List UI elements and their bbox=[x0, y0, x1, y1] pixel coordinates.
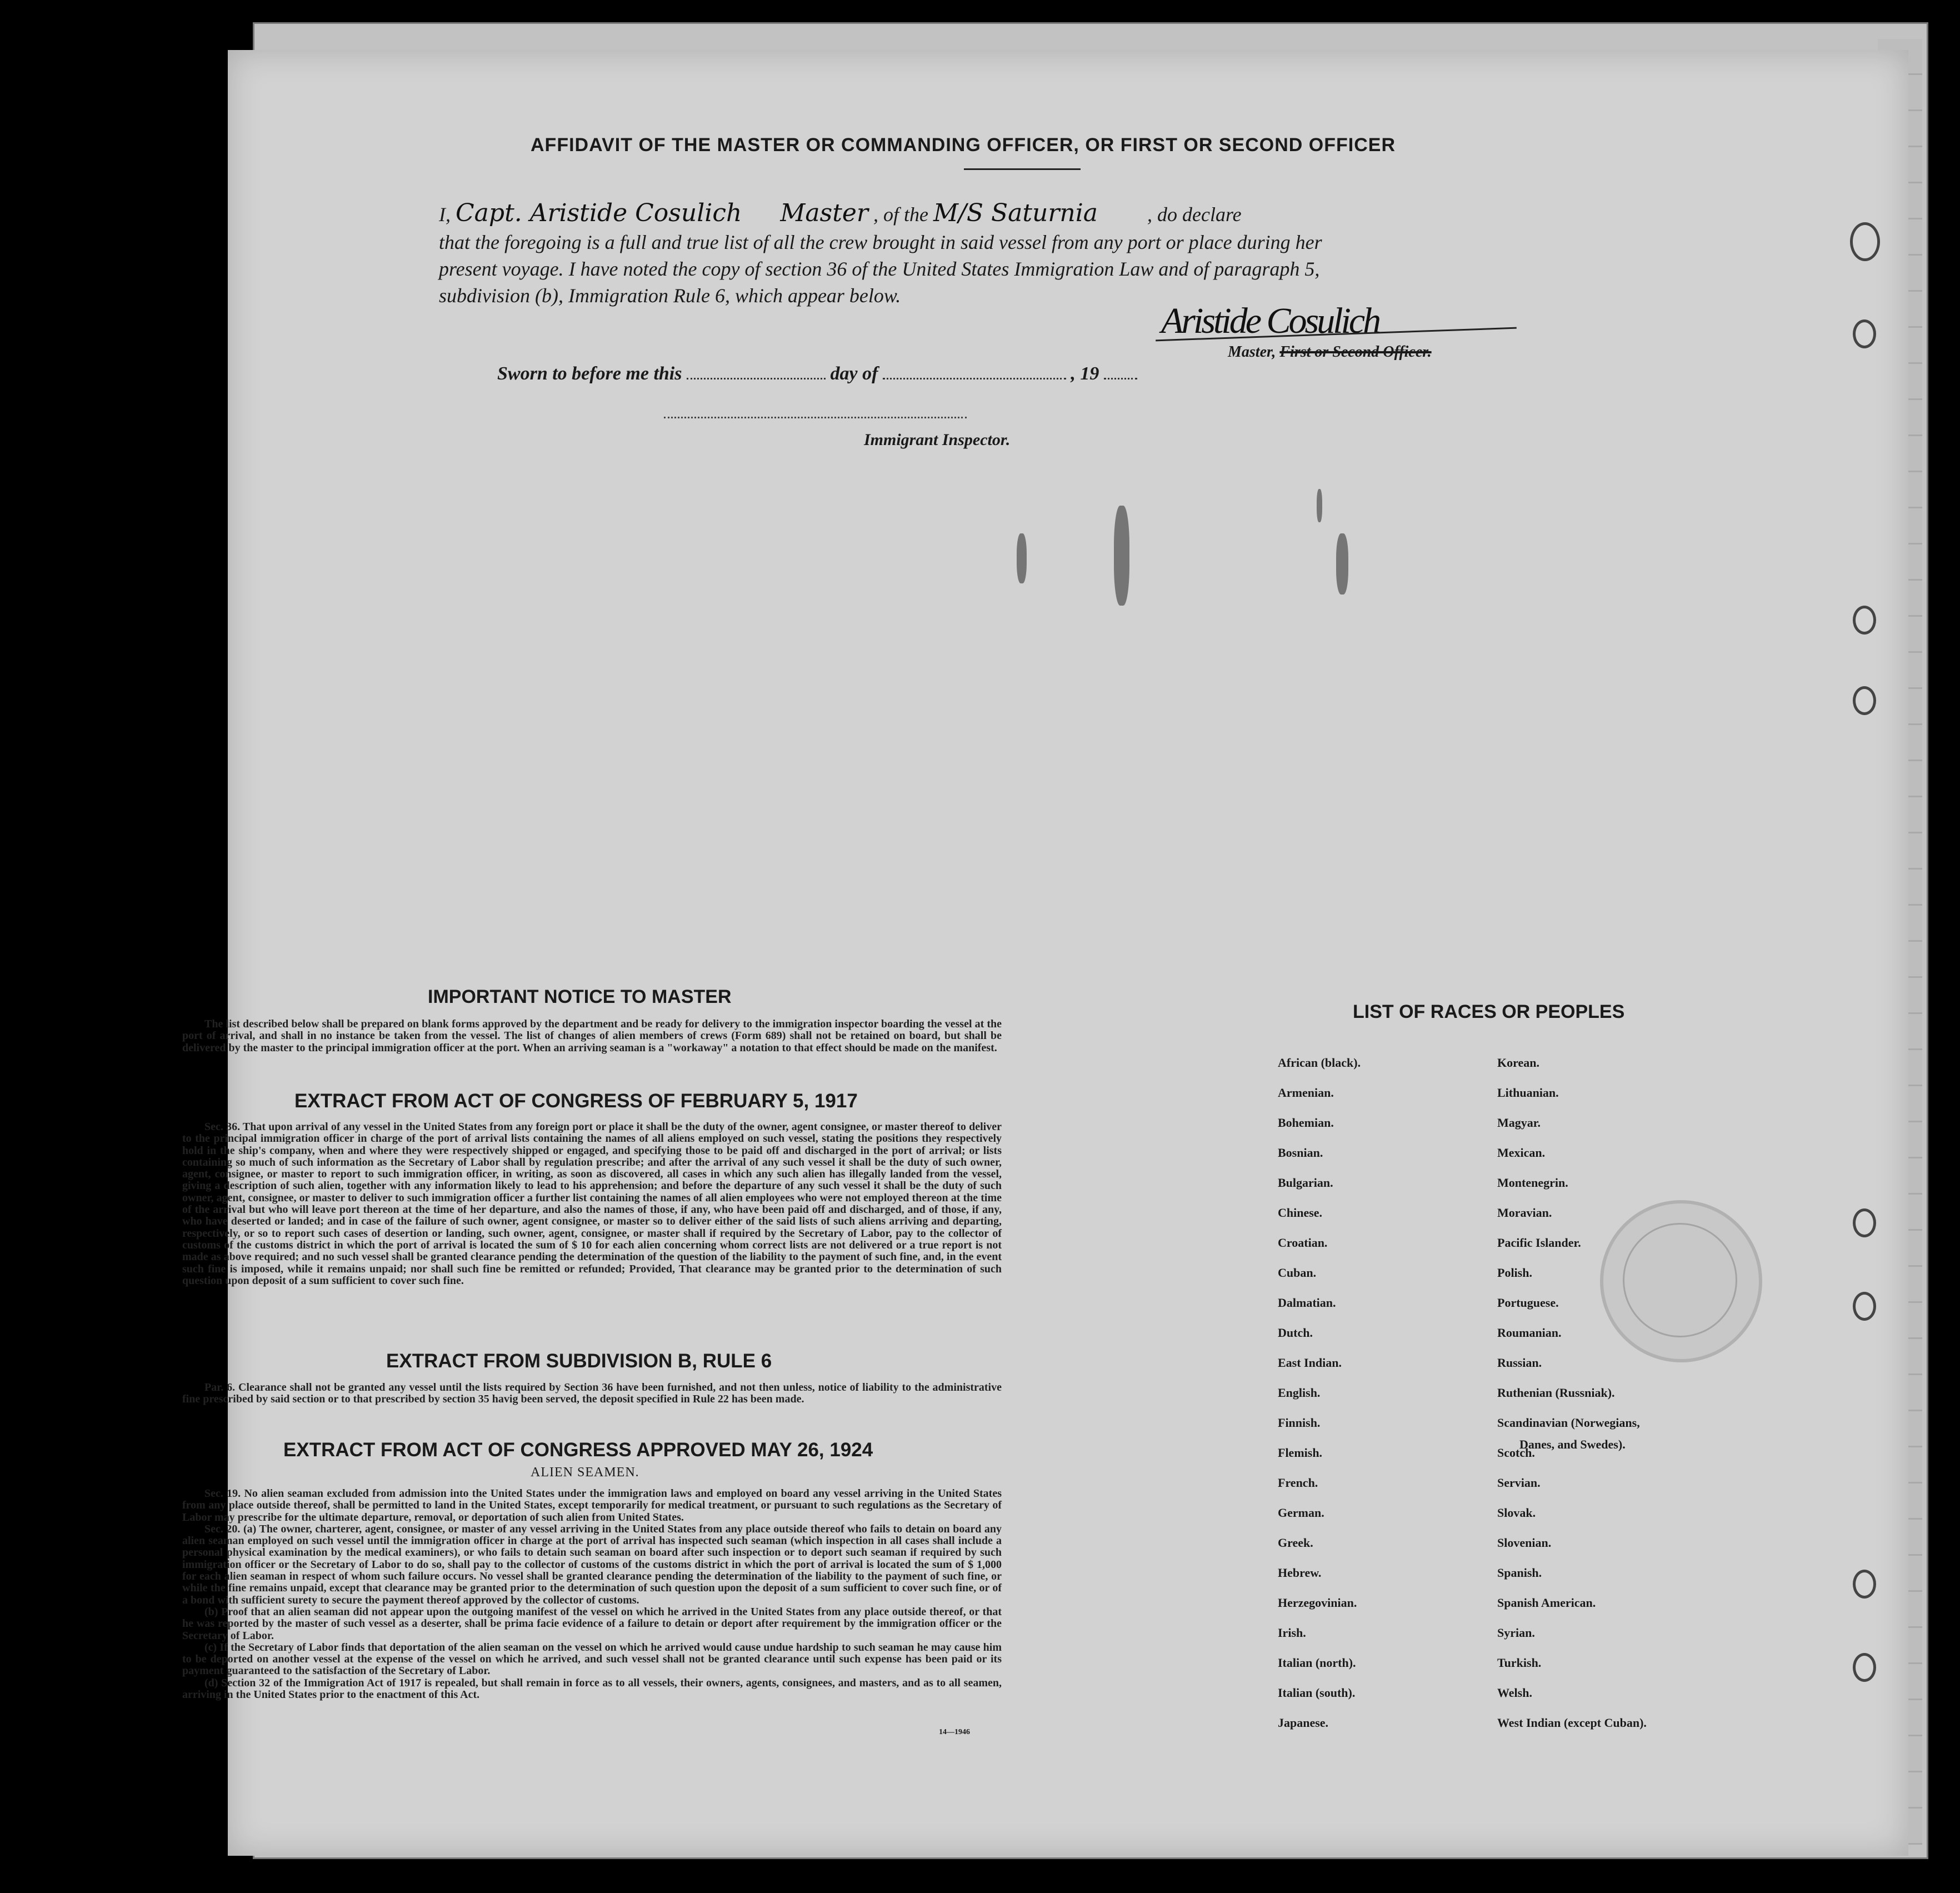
race-item: Moravian. bbox=[1497, 1206, 1552, 1220]
race-item: Chinese. bbox=[1278, 1206, 1323, 1220]
race-item: Japanese. bbox=[1278, 1716, 1329, 1730]
race-item: Cuban. bbox=[1278, 1266, 1317, 1280]
races-title: LIST OF RACES OR PEOPLES bbox=[1353, 1001, 1625, 1022]
race-item: Croatian. bbox=[1278, 1236, 1328, 1250]
month-blank[interactable] bbox=[883, 361, 1066, 379]
race-item: Dalmatian. bbox=[1278, 1296, 1336, 1310]
section-20b-paragraph: (b) Proof that an alien seaman did not appear upon the outgoing manifest of the vessel on which he arrived in the United States from any place outside thereof, or that he was reported by the master of such vessel as a deserter, shall be prima facie evidence of a failure to detain or deport after requirement by the immigration officer or the Secretary of Labor. bbox=[182, 1605, 1002, 1642]
punch-hole-icon bbox=[1853, 319, 1876, 348]
sworn-text: Sworn to before me this bbox=[497, 363, 682, 384]
form-number: 14—1946 bbox=[939, 1728, 970, 1736]
punch-hole-icon bbox=[1853, 1292, 1876, 1321]
rule-6-paragraph: Par. 6. Clearance shall not be granted any vessel until the lists required by Section 36 have been furnished, and not then unless, notice of liability to the administrative fine prescribed by said section or to that prescribed by section 35 havig been served, the deposit specified in Rule 22 has been made. bbox=[182, 1381, 1002, 1406]
master-label: Master, bbox=[1228, 343, 1276, 361]
master-name-handwritten: Capt. Aristide Cosulich bbox=[456, 199, 742, 227]
race-item: Magyar. bbox=[1497, 1116, 1541, 1130]
notice-title: IMPORTANT NOTICE TO MASTER bbox=[428, 986, 732, 1007]
race-item: Montenegrin. bbox=[1497, 1176, 1568, 1190]
master-signature: Aristide Cosulich bbox=[1161, 301, 1379, 341]
rule-6-title: EXTRACT FROM SUBDIVISION B, RULE 6 bbox=[386, 1350, 772, 1372]
race-item: Italian (north). bbox=[1278, 1656, 1356, 1670]
punch-hole-icon bbox=[1853, 686, 1876, 715]
ink-bleed-mark bbox=[1017, 533, 1027, 583]
declaration-line-4: subdivision (b), Immigration Rule 6, which appear below. bbox=[439, 284, 901, 307]
race-item: Scandinavian (Norwegians, bbox=[1497, 1416, 1640, 1430]
race-item: Spanish. bbox=[1497, 1566, 1542, 1580]
race-item: Servian. bbox=[1497, 1476, 1541, 1490]
race-item: Finnish. bbox=[1278, 1416, 1321, 1430]
race-item: East Indian. bbox=[1278, 1356, 1342, 1370]
extract-1917-title: EXTRACT FROM ACT OF CONGRESS OF FEBRUARY 5, 1917 bbox=[294, 1090, 858, 1112]
race-item: Irish. bbox=[1278, 1626, 1306, 1640]
ink-bleed-mark bbox=[1336, 533, 1348, 595]
embossed-seal bbox=[1600, 1200, 1762, 1362]
punch-hole-icon bbox=[1853, 1653, 1876, 1682]
race-item: English. bbox=[1278, 1386, 1321, 1400]
declaration-i: I, bbox=[439, 203, 451, 226]
day-of-text: day of bbox=[830, 363, 878, 384]
notice-body bbox=[182, 1018, 1002, 1054]
race-item: Hebrew. bbox=[1278, 1566, 1322, 1580]
race-item: Armenian. bbox=[1278, 1086, 1334, 1100]
declaration-line-3: present voyage. I have noted the copy of section 36 of the United States Immigration Law and of paragraph 5, bbox=[439, 258, 1320, 280]
alien-seamen-subtitle: ALIEN SEAMEN. bbox=[531, 1465, 639, 1480]
race-item: Welsh. bbox=[1497, 1686, 1532, 1700]
rule-6-body bbox=[182, 1382, 1002, 1406]
year-blank[interactable] bbox=[1104, 361, 1137, 379]
section-36-paragraph: Sec. 36. That upon arrival of any vessel in the United States from any foreign port or place it shall be the duty of the owner, agent consignee, or master thereof to deliver to the principal immigration officer in charge of the port of arrival lists containing the names of all aliens employed on such vessel, stating the positions they respectively hold in the ship's company, when and where they were respectively shipped or engaged, and specifying those to be paid off and discharged in the port of arrival; or lists containing so much of such information as the Secretary of Labor shall by regulation prescribe; and after the arrival of any such vessel it shall be the duty of such owner, agent, consignee, or master to report to such immigration officer, in writing, as soon as discovered, all cases in which any such alien has illegally landed from the vessel, giving a description of such alien, together with any information likely to lead to his apprehension; and before the departure of any such vessel it shall be the duty of such owner, agent, consignee, or master to deliver to such immigration officer a further list containing the names of all alien employees who were not employed thereon at the time of the arrival but who will leave port thereon at the time of her departure, and also the names of those, if any, who have been paid off and discharged, and of those, if any, who have deserted or landed; and in case of the failure of such owner, agent consignee, or master so to deliver either of the said lists of such aliens arriving and departing, respectively, or so to report such cases of desertion or landing, such owner, agent, consignee, or master shall if required by the Secretary of Labor, pay to the collector of customs of the customs district in which the port of arrival is located the sum of $ 10 for each alien concerning whom correct lists are not delivered or a true report is not made as above required; and no such vessel shall be granted clearance pending the determination of the question of the liability to the payment of such fine, and, in the event such fine is imposed, while it remains unpaid; nor shall such fine be remitted or refunded; Provided, That clearance may be granted prior to the determination of such question upon deposit of a sum sufficient to cover such fine. bbox=[182, 1121, 1002, 1287]
section-19-paragraph: Sec. 19. No alien seaman excluded from admission into the United States under the immigration laws and employed on board any vessel arriving in the United States from any place outside thereof, shall be permitted to land in the United States, except temporarily for medical treatment, or pursuant to such regulations as the Secretary of Labor may prescribe for the ultimate departure, removal, or deportation of such alien from United States. bbox=[182, 1487, 1002, 1524]
year-prefix: , 19 bbox=[1071, 363, 1099, 384]
race-item: Turkish. bbox=[1497, 1656, 1542, 1670]
race-item: Italian (south). bbox=[1278, 1686, 1356, 1700]
punch-hole-icon bbox=[1850, 222, 1880, 261]
ink-bleed-mark bbox=[1317, 489, 1322, 522]
of-the-text: , of the bbox=[873, 203, 928, 226]
race-item-continuation: Danes, and Swedes). bbox=[1519, 1437, 1626, 1451]
race-item: Dutch. bbox=[1278, 1326, 1313, 1340]
race-item: Scotch. bbox=[1497, 1446, 1535, 1460]
extract-1924-body bbox=[182, 1488, 1002, 1701]
race-item: Mexican. bbox=[1497, 1146, 1546, 1160]
notice-paragraph: The list described below shall be prepared on blank forms approved by the department and be ready for delivery to the immigration inspector boarding the vessel at the port of arrival, and shall in no instance be taken from the vessel. The list of changes of alien members of crews (Form 689) shall not be retained on board, but shall be delivered by the master to the principal immigration officer at the port. When an arriving seaman is a "workaway" a notation to that effect should be made on the manifest. bbox=[182, 1018, 1002, 1054]
race-item: Korean. bbox=[1497, 1056, 1539, 1070]
declaration-line-1 bbox=[439, 200, 1242, 228]
race-item: Roumanian. bbox=[1497, 1326, 1562, 1340]
affidavit-title: AFFIDAVIT OF THE MASTER OR COMMANDING OFFICER, OR FIRST OR SECOND OFFICER bbox=[531, 134, 1396, 156]
declaration-line-2: that the foregoing is a full and true list of all the crew brought in said vessel from any port or place during her bbox=[439, 231, 1322, 253]
race-item: Syrian. bbox=[1497, 1626, 1535, 1640]
extract-1924-title: EXTRACT FROM ACT OF CONGRESS APPROVED MAY 26, 1924 bbox=[283, 1439, 873, 1461]
race-item: Pacific Islander. bbox=[1497, 1236, 1581, 1250]
race-item: Slovenian. bbox=[1497, 1536, 1552, 1550]
race-item: Bosnian. bbox=[1278, 1146, 1323, 1160]
race-item: African (black). bbox=[1278, 1056, 1361, 1070]
race-item: Polish. bbox=[1497, 1266, 1532, 1280]
race-item: West Indian (except Cuban). bbox=[1497, 1716, 1647, 1730]
race-item: German. bbox=[1278, 1506, 1324, 1520]
struck-officer-label: First or Second Officer. bbox=[1279, 343, 1432, 361]
section-20a-paragraph: Sec. 20. (a) The owner, charterer, agent, consignee, or master of any vessel arriving in the United States from any place outside thereof who fails to detain on board any alien seaman employed on such vessel until the immigration officer in charge at the port of arrival has inspected such seaman (which inspection in all cases shall include a personal physical examination by the medical examiners), or who fails to detain such seaman on board after such inspection or to deport such seaman if required by such immigration officer or the Secretary of Labor to do so, shall pay to the collector of customs of the customs district in which the port of arrival is located the sum of $ 1,000 for each alien seaman in respect of whom such failure occurs. No vessel shall be granted clearance pending the determination of the liability to the payment of such fine, or while the fine remains unpaid, except that clearance may be granted prior to the determination of such question upon the deposit of a sum sufficient to cover such fine, or of a bond with sufficient surety to secure the payment thereof approved by the collector of customs. bbox=[182, 1522, 1002, 1606]
race-item: Bohemian. bbox=[1278, 1116, 1334, 1130]
race-item: Greek. bbox=[1278, 1536, 1313, 1550]
race-item: Spanish American. bbox=[1497, 1596, 1596, 1610]
title-rule bbox=[964, 168, 1081, 170]
inspector-label: Immigrant Inspector. bbox=[864, 431, 1011, 449]
race-item: French. bbox=[1278, 1476, 1318, 1490]
punch-hole-icon bbox=[1853, 606, 1876, 635]
ink-bleed-mark bbox=[1114, 506, 1129, 606]
rank-handwritten: Master bbox=[780, 199, 868, 227]
sworn-line bbox=[497, 361, 1137, 384]
race-item: Slovak. bbox=[1497, 1506, 1536, 1520]
race-item: Bulgarian. bbox=[1278, 1176, 1333, 1190]
inspector-signature-blank[interactable] bbox=[664, 417, 967, 418]
race-item: Herzegovinian. bbox=[1278, 1596, 1357, 1610]
race-item: Ruthenian (Russniak). bbox=[1497, 1386, 1615, 1400]
vessel-name-handwritten: M/S Saturnia bbox=[933, 199, 1098, 227]
race-item: Portuguese. bbox=[1497, 1296, 1559, 1310]
race-item: Lithuanian. bbox=[1497, 1086, 1559, 1100]
race-item: Russian. bbox=[1497, 1356, 1542, 1370]
extract-1917-body bbox=[182, 1121, 1002, 1287]
do-declare-text: , do declare bbox=[1147, 203, 1242, 226]
punch-hole-icon bbox=[1853, 1208, 1876, 1237]
section-20d-paragraph: (d) Section 32 of the Immigration Act of 1917 is repealed, but shall remain in force as to all vessels, their owners, agents, consignees, and masters, and as to all seamen, arriving in the United States prior to the enactment of this Act. bbox=[182, 1676, 1002, 1701]
punch-hole-icon bbox=[1853, 1570, 1876, 1599]
section-20c-paragraph: (c) If the Secretary of Labor finds that deportation of the alien seaman on the vessel on which he arrived would cause undue hardship to such seaman he may cause him to be deported on another vessel at the expense of the vessel on which he arrived, and such vessel shall not be granted clearance until such expense has been paid or its payment guaranteed to the satisfaction of the Secretary of Labor. bbox=[182, 1641, 1002, 1677]
signatory-title bbox=[1228, 343, 1432, 361]
race-item: Flemish. bbox=[1278, 1446, 1323, 1460]
day-blank[interactable] bbox=[687, 361, 826, 379]
